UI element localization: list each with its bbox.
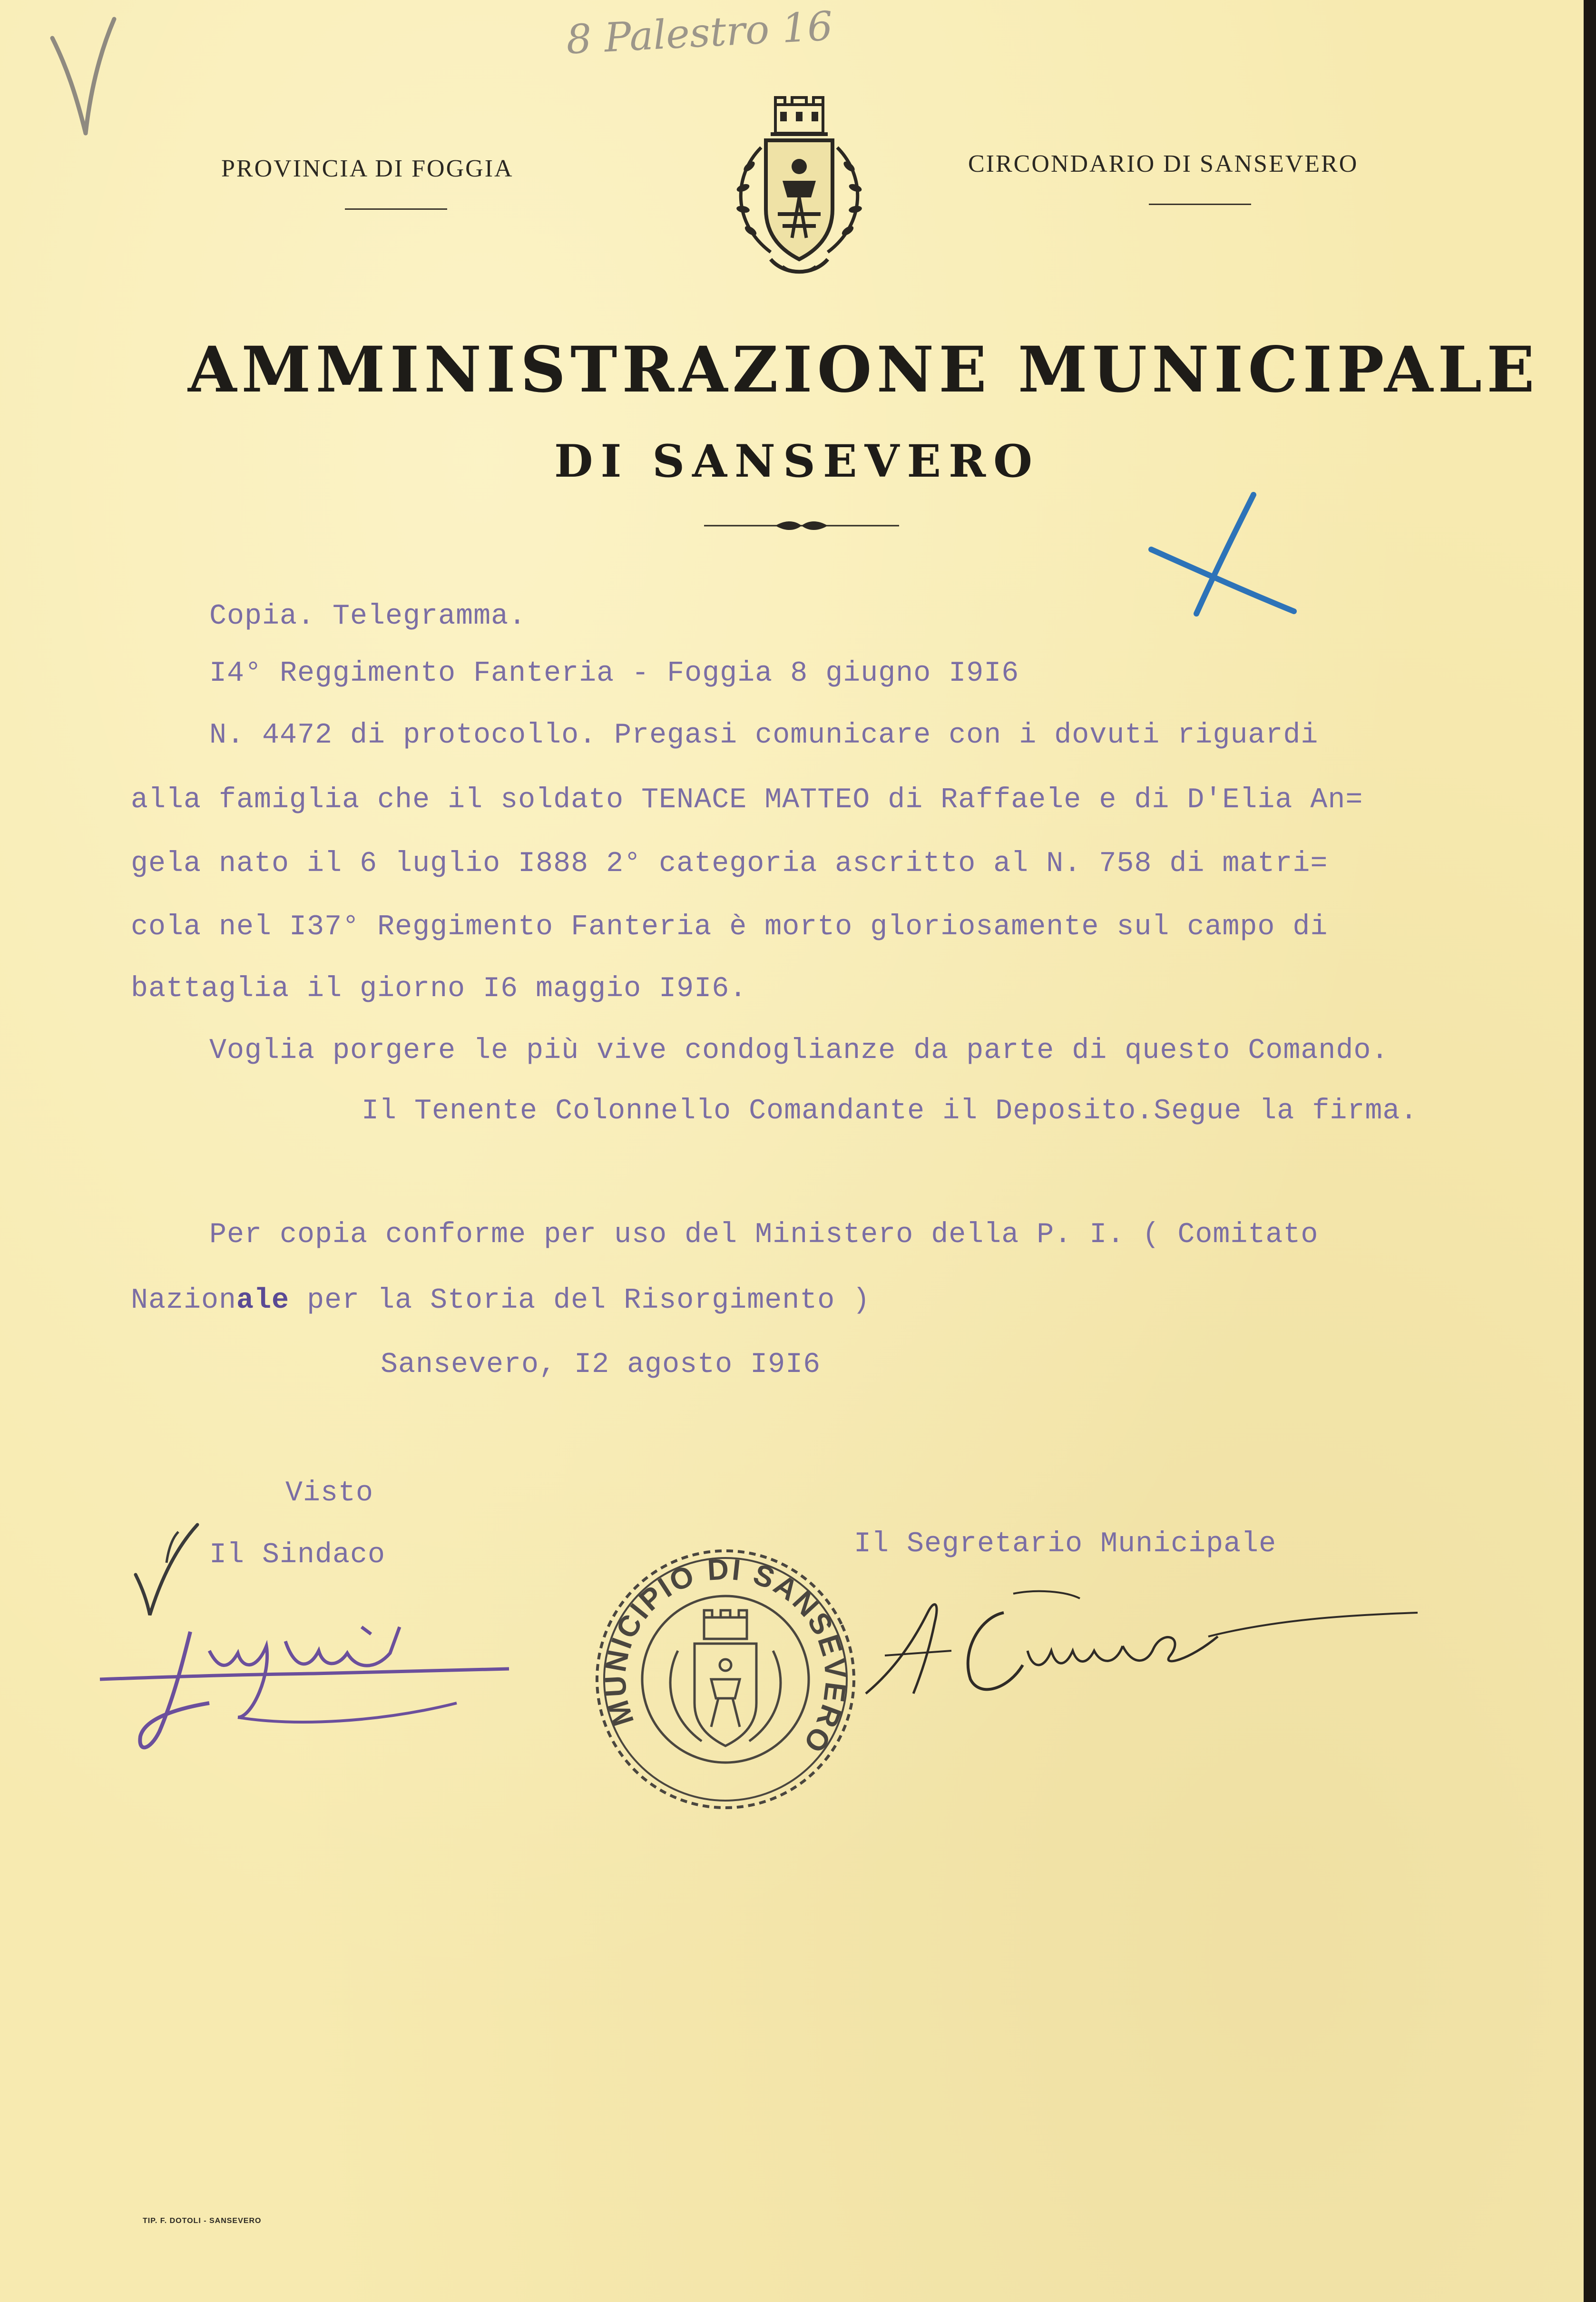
district-rule [1149,204,1251,205]
mayor-signature [95,1608,514,1760]
telegram-line: gela nato il 6 luglio I888 2° categoria ascritto al N. 758 di matri= [131,848,1328,880]
scan-edge [1584,0,1596,2302]
telegram-line: Copia. Telegramma. [209,600,527,633]
printer-credit: TIP. F. DOTOLI - SANSEVERO [143,2217,262,2225]
certification-text-start: Nazion [131,1284,237,1317]
stamp-text: MUNICIPIO DI SANSEVERO [599,1553,852,1760]
telegram-line: Il Tenente Colonnello Comandante il Deposito.Segue la firma. [362,1095,1418,1127]
province-label: PROVINCIA DI FOGGIA [221,155,514,182]
municipal-stamp [583,1537,868,1822]
telegram-line: N. 4472 di protocollo. Pregasi comunicare con i dovuti riguardi [209,719,1319,752]
sindaco-label: Il Sindaco [209,1539,386,1571]
district-label: CIRCONDARIO DI SANSEVERO [968,150,1359,177]
telegram-line: I4° Reggimento Fanteria - Foggia 8 giugno I9I6 [209,657,1019,690]
telegram-line: Voglia porgere le più vive condoglianze da parte di questo Comando. [209,1035,1389,1067]
visto-initial-mark [121,1518,207,1622]
ornamental-rule [704,516,899,535]
telegram-line: cola nel I37° Reggimento Fanteria è morto gloriosamente sul campo di [131,911,1328,943]
certification-overstrike: ale [236,1284,290,1317]
certification-text-end: per la Storia del Risorgimento ) [289,1284,871,1317]
document-subtitle: DI SANSEVERO [554,435,1040,488]
province-rule [345,208,447,210]
coat-of-arms-emblem [723,95,875,281]
blue-crayon-cross [1142,485,1303,628]
certification-line-2 [131,1284,870,1317]
telegram-line: battaglia il giorno I6 maggio I9I6. [131,973,747,1005]
telegram-line: alla famiglia che il soldato TENACE MATTEO di Raffaele e di D'Elia An= [131,784,1363,816]
certification-date: Sansevero, I2 agosto I9I6 [381,1349,821,1381]
secretary-signature [856,1584,1422,1713]
visto-label: Visto [285,1477,374,1509]
segretario-label: Il Segretario Municipale [854,1528,1277,1560]
pencil-check-mark [43,10,133,147]
certification-line: Per copia conforme per uso del Ministero della P. I. ( Comitato [209,1219,1319,1251]
document-title: AMMINISTRAZIONE MUNICIPALE [188,333,1539,407]
pencil-archive-note: 8 Palestro 16 [565,2,834,63]
